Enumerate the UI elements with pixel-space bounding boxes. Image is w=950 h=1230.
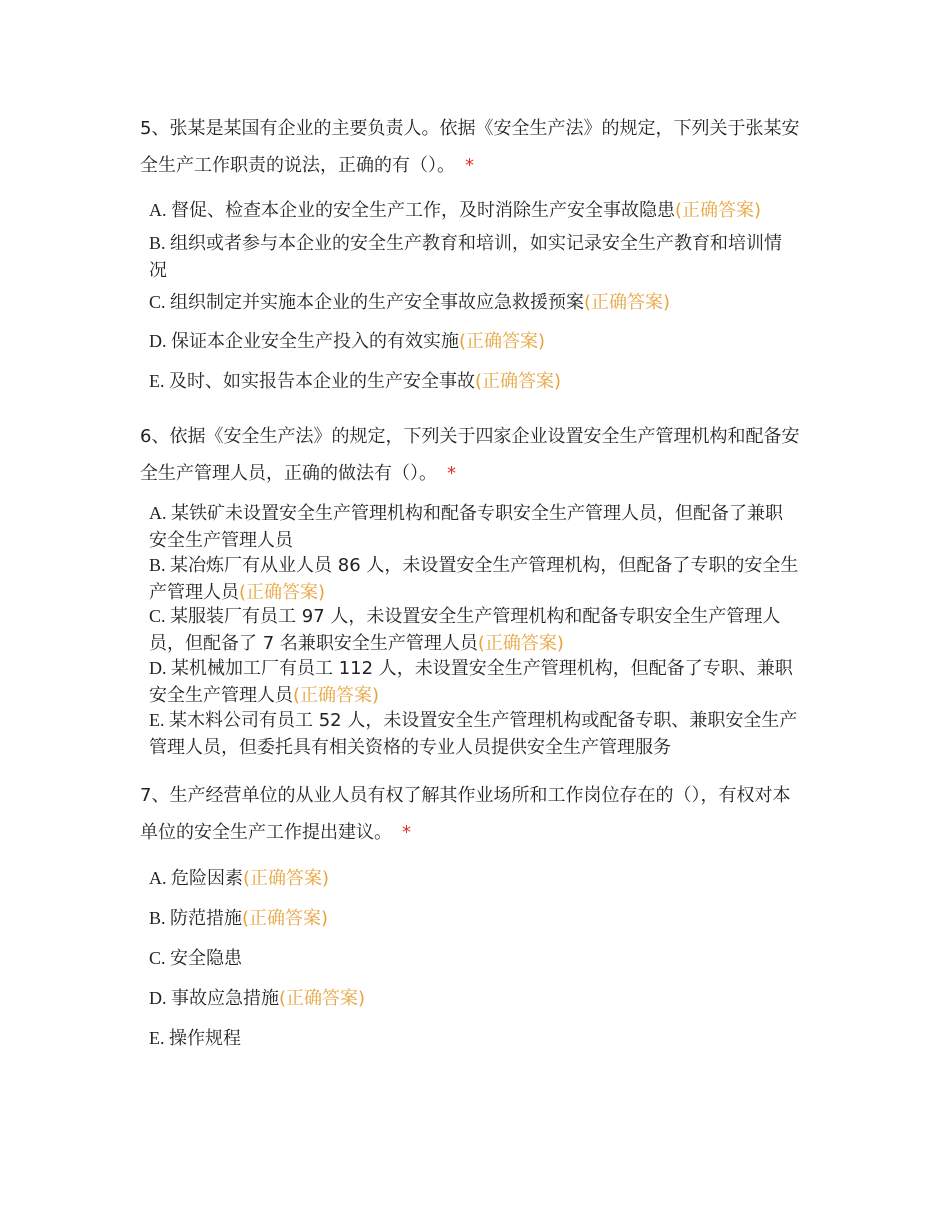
option-letter: B.: [149, 555, 166, 575]
question-stem: 6、依据《安全生产法》的规定，下列关于四家企业设置安全生产管理机构和配备安全生产管理人员，正确的做法有（）。: [140, 426, 800, 484]
option-letter: A.: [149, 200, 167, 220]
option-letter: B.: [149, 233, 166, 253]
option-letter: E.: [149, 1028, 165, 1048]
option-letter: C.: [149, 292, 166, 312]
correct-answer-tag: (正确答案): [242, 908, 329, 929]
correct-answer-tag: (正确答案): [239, 582, 326, 603]
option-b: [149, 905, 799, 932]
option-text: 组织或者参与本企业的安全生产教育和培训，如实记录安全生产教育和培训情况: [149, 233, 783, 281]
option-letter: D.: [149, 988, 167, 1008]
option-a: [149, 865, 799, 892]
option-text: 防范措施: [170, 908, 243, 929]
option-text: 保证本企业安全生产投入的有效实施: [171, 331, 459, 352]
correct-answer-tag: (正确答案): [675, 200, 762, 221]
option-text: 安全隐患: [170, 948, 243, 969]
option-letter: D.: [149, 658, 167, 678]
option-e: [149, 707, 799, 761]
option-b: [149, 230, 799, 284]
required-asterisk: *: [447, 463, 456, 484]
option-e: [149, 1025, 799, 1052]
option-c: [149, 289, 799, 316]
correct-answer-tag: (正确答案): [584, 292, 671, 313]
option-letter: D.: [149, 331, 167, 351]
option-text: 某木料公司有员工 52 人，未设置安全生产管理机构或配备专职、兼职安全生产管理人员，但委托具有相关资格的专业人员提供安全生产管理服务: [149, 710, 798, 758]
option-text: 操作规程: [169, 1028, 241, 1049]
option-a: [149, 197, 799, 224]
option-letter: B.: [149, 908, 166, 928]
option-text: 事故应急措施: [171, 988, 279, 1009]
option-c: [149, 603, 799, 657]
option-letter: C.: [149, 606, 166, 626]
option-c: [149, 945, 799, 972]
question-stem: 5、张某是某国有企业的主要负责人。依据《安全生产法》的规定，下列关于张某安全生产工作职责的说法，正确的有（）。: [140, 118, 800, 176]
correct-answer-tag: (正确答案): [279, 988, 366, 1009]
option-d: [149, 985, 799, 1012]
option-text: 督促、检查本企业的安全生产工作，及时消除生产安全事故隐患: [171, 200, 675, 221]
option-text: 及时、如实报告本企业的生产安全事故: [169, 371, 475, 392]
correct-answer-tag: (正确答案): [459, 331, 546, 352]
option-b: [149, 552, 799, 606]
option-text: 某机械加工厂有员工 112 人，未设置安全生产管理机构，但配备了专职、兼职安全生产管理人员: [149, 658, 793, 706]
question-stem: 7、生产经营单位的从业人员有权了解其作业场所和工作岗位存在的（），有权对本单位的安全生产工作提出建议。: [140, 785, 791, 843]
question-7-text: [140, 777, 808, 851]
option-e: [149, 368, 799, 395]
option-text: 某冶炼厂有从业人员 86 人，未设置安全生产管理机构，但配备了专职的安全生产管理人员: [149, 555, 799, 603]
option-a: [149, 500, 799, 554]
option-letter: E.: [149, 371, 165, 391]
option-text: 某服装厂有员工 97 人，未设置安全生产管理机构和配备专职安全生产管理人员，但配备了 7 名兼职安全生产管理人员: [149, 606, 781, 654]
correct-answer-tag: (正确答案): [477, 633, 564, 654]
option-letter: A.: [149, 503, 167, 523]
option-text: 组织制定并实施本企业的生产安全事故应急救援预案: [170, 292, 585, 313]
option-d: [149, 655, 799, 709]
correct-answer-tag: (正确答案): [475, 371, 562, 392]
required-asterisk: *: [465, 155, 474, 176]
question-5-text: [140, 110, 808, 184]
option-d: [149, 328, 799, 355]
option-letter: A.: [149, 868, 167, 888]
question-6-text: [140, 418, 808, 492]
option-letter: C.: [149, 948, 166, 968]
option-letter: E.: [149, 710, 165, 730]
option-text: 危险因素: [171, 868, 243, 889]
correct-answer-tag: (正确答案): [243, 868, 330, 889]
correct-answer-tag: (正确答案): [293, 685, 380, 706]
required-asterisk: *: [402, 822, 411, 843]
option-text: 某铁矿未设置安全生产管理机构和配备专职安全生产管理人员，但配备了兼职安全生产管理人员: [149, 503, 783, 551]
